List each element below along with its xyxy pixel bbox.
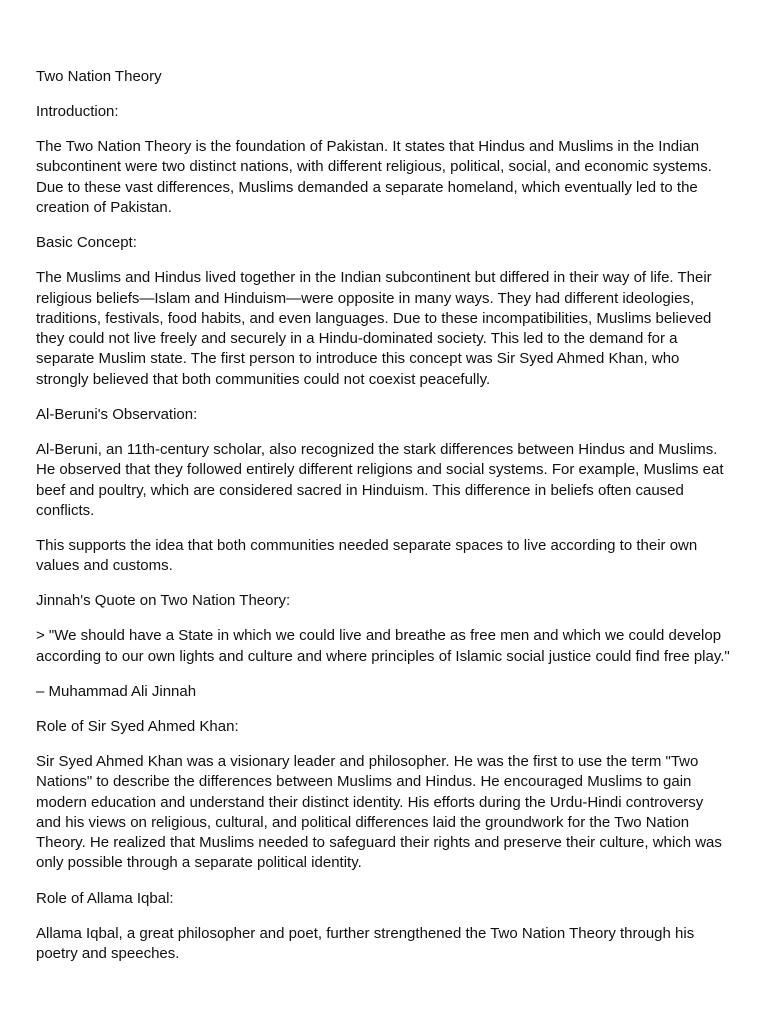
- document-title: Two Nation Theory: [36, 68, 162, 85]
- jinnah-quote-heading: Jinnah's Quote on Two Nation Theory:: [36, 592, 291, 610]
- jinnah-attribution: – Muhammad Ali Jinnah: [36, 682, 197, 700]
- alberuni-heading: Al-Beruni's Observation:: [36, 405, 198, 423]
- support-paragraph: This supports the idea that both communities needed separate spaces to live according to their own values and customs.: [36, 536, 698, 575]
- basic-concept-heading: Basic Concept:: [36, 234, 137, 252]
- jinnah-quote: > "We should have a State in which we could live and breathe as free men and which we could develop according to our own lights and culture and where principles of Islamic social justice could find free play.": [36, 627, 730, 665]
- document-page: [36, 67, 732, 979]
- alberuni-paragraph: Al-Beruni, an 11th-century scholar, also recognized the stark differences between Hindus and Muslims. He observed that they followed entirely different religions and social systems. For example, Muslims eat beef and poultry, which are considered sacred in Hinduism. This difference in beliefs often caused conflicts.: [36, 440, 724, 519]
- allama-iqbal-heading: Role of Allama Iqbal:: [36, 889, 174, 907]
- introduction-paragraph: The Two Nation Theory is the foundation of Pakistan. It states that Hindus and Muslims in the Indian subcontinent were two distinct nations, with different religious, political, social, and economic systems. Due to these vast differences, Muslims demanded a separate homeland, which eventually led to the creation of Pakistan.: [36, 138, 712, 217]
- syed-ahmed-khan-heading: Role of Sir Syed Ahmed Khan:: [36, 717, 239, 735]
- allama-iqbal-paragraph: Allama Iqbal, a great philosopher and poet, further strengthened the Two Nation Theory through his poetry and speeches.: [36, 924, 695, 962]
- basic-concept-paragraph: The Muslims and Hindus lived together in the Indian subcontinent but differed in their way of life. Their religious beliefs—Islam and Hinduism—were opposite in many ways. They had different ideologies, traditions, festivals, food habits, and even languages. Due to these incompatibilities, Muslims believed they could not live freely and securely in a Hindu-dominated society. This led to the demand for a separate Muslim state. The first person to introduce this concept was Sir Syed Ahmed Khan, who strongly believed that both communities could not coexist peacefully.: [36, 269, 712, 388]
- introduction-heading: Introduction:: [36, 103, 119, 121]
- syed-ahmed-khan-paragraph: Sir Syed Ahmed Khan was a visionary leader and philosopher. He was the first to use the term "Two Nations" to describe the differences between Muslims and Hindus. He encouraged Muslims to gain modern education and understand their distinct identity. His efforts during the Urdu-Hindi controversy and his views on religious, cultural, and political differences laid the groundwork for the Two Nation Theory. He realized that Muslims needed to safeguard their rights and preserve their culture, which was only possible through a separate political identity.: [36, 752, 722, 872]
